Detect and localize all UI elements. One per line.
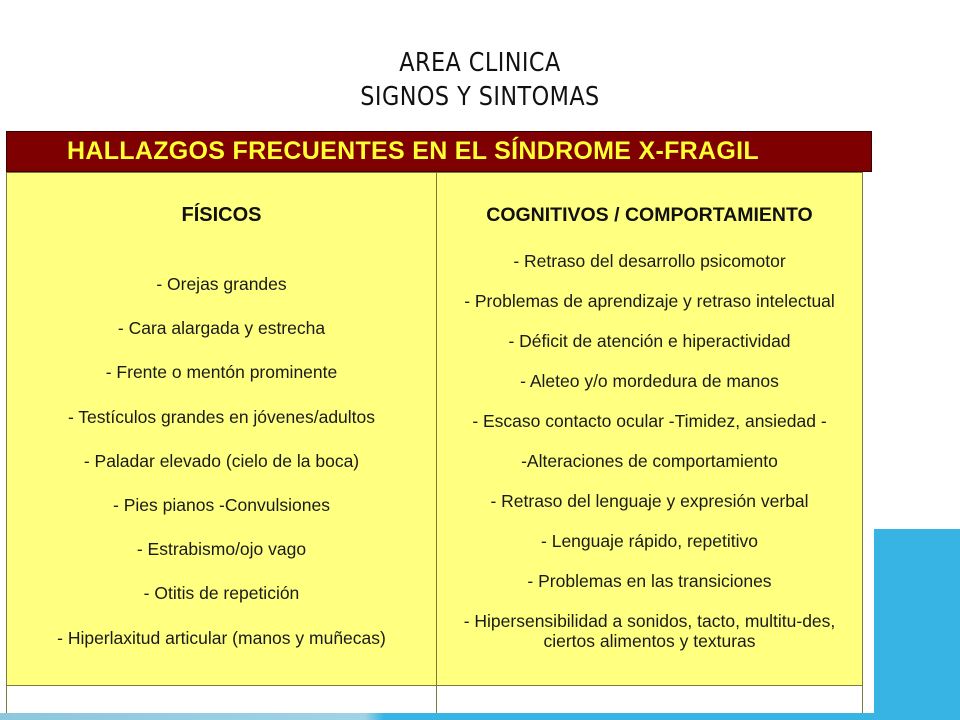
list-item: - Déficit de atención e hiperactividad (508, 331, 791, 351)
list-item: - Estrabismo/ojo vago (136, 539, 307, 560)
slide-title (0, 46, 960, 114)
list-item: - Frente o mentón prominente (105, 362, 338, 383)
physical-column (7, 173, 437, 685)
cognitive-column (437, 173, 862, 685)
list-item: - Hiperlaxitud articular (manos y muñecas) (57, 627, 386, 648)
list-item: - Retraso del lenguaje y expresión verbal (490, 491, 809, 511)
decorative-bottom-stripe (0, 713, 960, 720)
table-banner (6, 131, 872, 172)
list-item: - Problemas en las transiciones (527, 571, 772, 591)
slide-title-line-1: AREA CLINICA (399, 48, 561, 78)
decorative-blue-block (874, 529, 960, 720)
findings-table (6, 172, 863, 713)
list-item: - Hipersensibilidad a sonidos, tacto, multitu-des, ciertos alimentos y texturas (463, 611, 836, 651)
list-item: - Cara alargada y estrecha (117, 318, 326, 339)
list-item: - Problemas de aprendizaje y retraso intelectual (464, 291, 835, 311)
list-item: - Aleteo y/o mordedura de manos (520, 371, 779, 391)
physical-list (57, 274, 386, 672)
table-banner-text: HALLAZGOS FRECUENTES EN EL SÍNDROME X-FRAGIL (67, 137, 759, 165)
list-item: - Pies pianos -Convulsiones (113, 494, 330, 515)
slide-title-line-2: SIGNOS Y SINTOMAS (360, 82, 600, 112)
list-item: - Testículos grandes en jóvenes/adultos (67, 406, 376, 427)
column-divider (436, 686, 437, 713)
physical-header: FÍSICOS (181, 204, 262, 226)
list-item: - Otitis de repetición (143, 583, 300, 604)
cognitive-header: COGNITIVOS / COMPORTAMIENTO (486, 204, 813, 226)
cognitive-list (437, 251, 862, 671)
list-item: - Escaso contacto ocular -Timidez, ansiedad - (472, 411, 827, 431)
list-item: - Paladar elevado (cielo de la boca) (83, 450, 360, 471)
table-empty-row (7, 685, 862, 713)
list-item: - Retraso del desarrollo psicomotor (513, 251, 786, 271)
list-item: - Orejas grandes (156, 274, 287, 294)
list-item: - Lenguaje rápido, repetitivo (541, 531, 758, 551)
list-item: -Alteraciones de comportamiento (521, 451, 778, 471)
